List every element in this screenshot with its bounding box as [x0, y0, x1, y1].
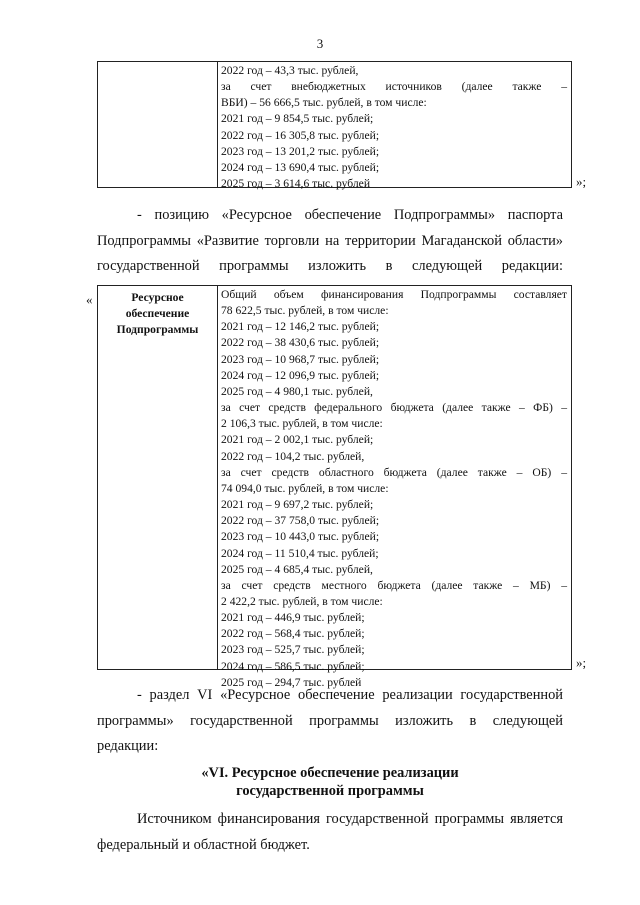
paragraph-line: редакции:: [97, 738, 159, 754]
table-line: Общий объем финансирования Подпрограммы составляет: [221, 288, 567, 301]
table-line: 2021 год – 12 146,2 тыс. рублей;: [221, 320, 380, 334]
table-label-cell: [98, 286, 218, 669]
table-line: 2021 год – 9 697,2 тыс. рублей;: [221, 498, 374, 512]
table-continuation: [97, 61, 572, 191]
table-closing-quote: »;: [576, 174, 587, 189]
label-line: обеспечение: [125, 307, 190, 320]
table-closing-quote: »;: [576, 655, 587, 670]
label-line: Ресурсное: [131, 291, 184, 304]
resource-table: [97, 285, 572, 689]
paragraph-line: - раздел VI «Ресурсное обеспечение реализации государственной: [137, 687, 563, 703]
table-line: 2024 год – 11 510,4 тыс. рублей;: [221, 546, 379, 560]
table-line: 2021 год – 9 854,5 тыс. рублей;: [221, 112, 374, 126]
table-line: 2021 год – 446,9 тыс. рублей;: [221, 611, 365, 625]
table-line: 2023 год – 525,7 тыс. рублей;: [221, 643, 365, 657]
page-number: 3: [316, 36, 324, 51]
table-line: за счет средств местного бюджета (далее также – МБ) –: [221, 578, 567, 592]
section-title-line: государственной программы: [236, 783, 424, 799]
table-line: 2024 год – 586,5 тыс. рублей;: [221, 659, 365, 673]
paragraph-line: - позицию «Ресурсное обеспечение Подпрограммы» паспорта: [137, 207, 563, 223]
table-line: 2023 год – 10 443,0 тыс. рублей;: [221, 530, 380, 544]
table-value-cell: [218, 62, 571, 191]
table-line: 2022 год – 568,4 тыс. рублей;: [221, 627, 365, 641]
amendment-paragraph-2: [97, 683, 563, 760]
paragraph-line: программы» государственной программы изложить в следующей: [97, 712, 563, 729]
table-label-cell-empty: [98, 62, 218, 187]
table-line: 2022 год – 43,3 тыс. рублей,: [221, 64, 359, 77]
table-line: 78 622,5 тыс. рублей, в том числе:: [221, 304, 389, 318]
section-body-paragraph: [97, 807, 563, 858]
table-line: 2025 год – 3 614,6 тыс. рублей: [221, 177, 371, 191]
table-line: 2025 год – 294,7 тыс. рублей: [221, 675, 362, 689]
table-line: 2022 год – 16 305,8 тыс. рублей;: [221, 128, 380, 142]
table-line: 2025 год – 4 980,1 тыс. рублей,: [221, 384, 373, 398]
table-line: 2023 год – 10 968,7 тыс. рублей;: [221, 352, 380, 366]
table-line: 2025 год – 4 685,4 тыс. рублей,: [221, 562, 373, 576]
table-line: 2 106,3 тыс. рублей, в том числе:: [221, 417, 383, 431]
table-line: 2023 год – 13 201,2 тыс. рублей;: [221, 144, 380, 158]
section-title: [97, 764, 563, 800]
table-line: 2024 год – 12 096,9 тыс. рублей;: [221, 368, 380, 382]
table-line: 2021 год – 2 002,1 тыс. рублей;: [221, 433, 374, 447]
table-line: за счет средств областного бюджета (далее также – ОБ) –: [221, 465, 567, 479]
amendment-paragraph-1: [97, 203, 563, 280]
table-line: за счет средств федерального бюджета (далее также – ФБ) –: [221, 401, 567, 415]
section-title-line: «VI. Ресурсное обеспечение реализации: [201, 765, 459, 781]
paragraph-line: Источником финансирования государственной программы является: [137, 811, 563, 827]
table-line: ВБИ) – 56 666,5 тыс. рублей, в том числе:: [221, 96, 427, 110]
table-line: 2022 год – 38 430,6 тыс. рублей;: [221, 336, 380, 350]
table-line: за счет внебюджетных источников (далее также –: [221, 80, 567, 94]
table-line: 2 422,2 тыс. рублей, в том числе:: [221, 594, 383, 608]
table-line: 2024 год – 13 690,4 тыс. рублей;: [221, 160, 380, 174]
table-line: 2022 год – 104,2 тыс. рублей,: [221, 449, 365, 463]
paragraph-line: федеральный и областной бюджет.: [97, 836, 310, 853]
label-line: Подпрограммы: [116, 323, 199, 336]
paragraph-line: Подпрограммы «Развитие торговли на территории Магаданской области»: [97, 232, 563, 249]
table-line: 74 094,0 тыс. рублей, в том числе:: [221, 481, 389, 495]
table-value-cell: [218, 286, 571, 689]
table-opening-quote: «: [86, 292, 93, 307]
table-label: [98, 286, 217, 338]
paragraph-line: государственной программы изложить в следующей редакции:: [97, 258, 563, 274]
table-line: 2022 год – 37 758,0 тыс. рублей;: [221, 514, 380, 528]
